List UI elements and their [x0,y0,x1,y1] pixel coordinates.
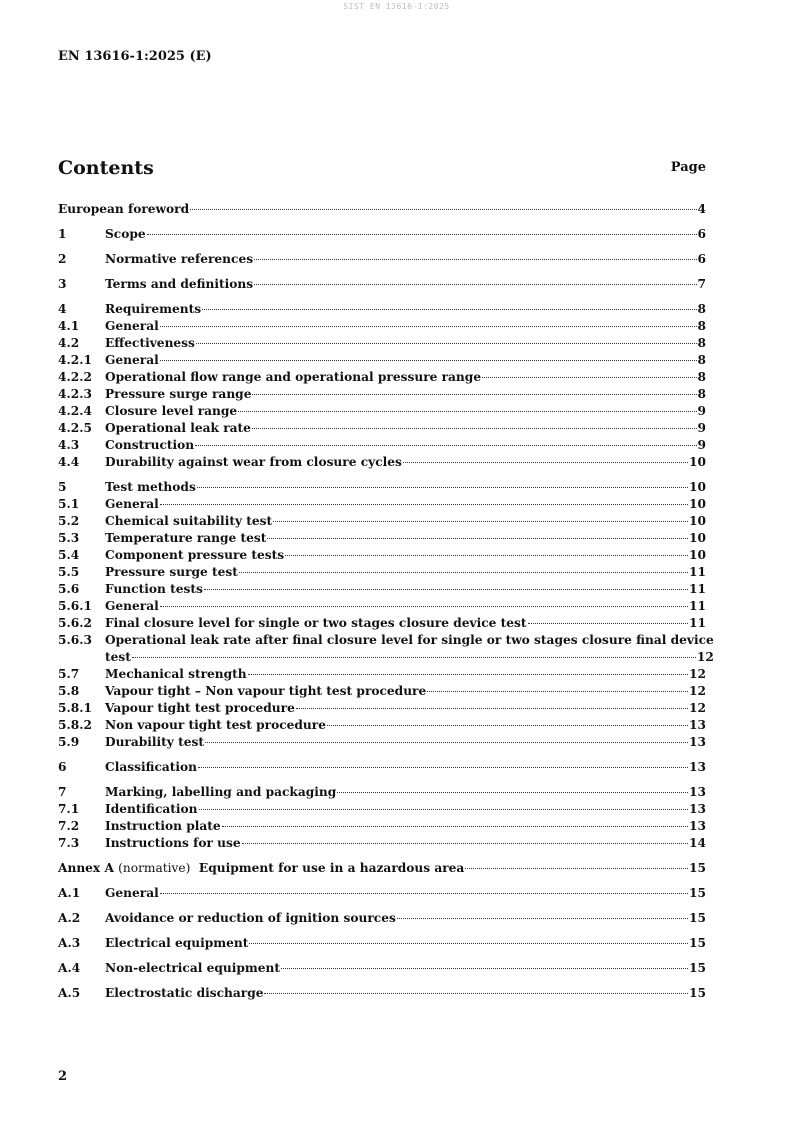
toc-entry-page: 8 [697,370,706,384]
toc-entry-title: Terms and definitions [105,277,254,291]
toc-entry-title: Equipment for use in a hazardous area [198,861,465,875]
toc-entry[interactable] [58,818,706,835]
toc-entry-title: Operational leak rate after final closure level for single or two stages closure final device [105,633,714,647]
dot-leader [204,589,688,590]
toc-entry-number: 4.2.5 [58,421,92,435]
dot-leader [285,555,688,556]
toc-entry-page: 15 [689,886,706,900]
toc-entry[interactable] [58,632,714,666]
dot-leader [465,868,688,869]
toc-entry-number: 7 [58,785,67,799]
dot-leader [296,708,688,709]
toc-entry-number: 4.2 [58,336,80,350]
dot-leader [190,209,696,210]
toc-entry-number: A.4 [58,961,81,975]
toc-entry-title: General [105,319,159,333]
toc-entry-title: Requirements [105,302,202,316]
toc-entry-title: Chemical suitability test [105,514,273,528]
toc-entry[interactable] [58,496,706,513]
dot-leader [205,742,688,743]
toc-entry[interactable] [58,513,706,530]
toc-entry-number: A.2 [58,911,81,925]
toc-entry-page: 8 [697,319,706,333]
table-of-contents [58,201,714,1002]
toc-entry-page: 9 [697,438,706,452]
toc-entry[interactable] [58,615,706,632]
annex-type: (normative) [118,861,191,875]
dot-leader [528,623,689,624]
dot-leader [160,606,688,607]
toc-entry-title: Instruction plate [105,819,221,833]
toc-entry-number: 4.1 [58,319,80,333]
toc-entry-title: Electrostatic discharge [105,986,264,1000]
toc-entry[interactable] [58,734,706,751]
toc-entry-title: Durability against wear from closure cycles [105,455,402,469]
toc-entry[interactable] [58,437,706,454]
toc-entry-page: 11 [689,616,706,630]
toc-entry-number: 1 [58,227,67,241]
toc-entry-page: 12 [689,701,706,715]
toc-entry-title: Pressure surge test [105,565,238,579]
dot-leader [264,993,688,994]
dot-leader [273,521,688,522]
toc-entry-page: 8 [697,336,706,350]
toc-entry[interactable] [58,403,706,420]
dot-leader [222,826,688,827]
dot-leader [160,326,697,327]
dot-leader [267,538,688,539]
toc-entry-title: General [105,497,159,511]
dot-leader [147,234,697,235]
toc-entry-number: 4.2.1 [58,353,92,367]
toc-entry-title: Effectiveness [105,336,195,350]
toc-entry-page: 8 [697,353,706,367]
dot-leader [403,462,688,463]
toc-entry-title: General [105,886,159,900]
toc-entry-number: 5.8.2 [58,718,92,732]
dot-leader [254,284,696,285]
toc-entry[interactable] [58,352,706,369]
toc-entry-title: General [105,353,159,367]
toc-entry[interactable] [58,598,706,615]
toc-entry[interactable] [58,581,706,598]
toc-entry-title: Operational flow range and operational pressure range [105,370,482,384]
toc-entry-number: 5.6.1 [58,599,92,613]
dot-leader [337,792,688,793]
toc-entry[interactable] [58,479,706,496]
toc-entry[interactable] [58,276,706,293]
toc-entry[interactable] [58,801,706,818]
toc-entry[interactable] [58,860,706,877]
dot-leader [196,343,697,344]
toc-entry-title: Temperature range test [105,531,267,545]
toc-entry-number: 7.2 [58,819,80,833]
dot-leader [252,394,696,395]
toc-entry[interactable] [58,717,706,734]
contents-heading: Contents [58,157,154,179]
toc-entry-page: 10 [689,531,706,545]
toc-entry-number: 4.3 [58,438,80,452]
toc-entry[interactable] [58,784,706,801]
toc-entry-number: 4.2.4 [58,404,92,418]
toc-entry[interactable] [58,201,706,218]
annex-label: Annex A [58,861,114,875]
dot-leader [248,674,688,675]
toc-entry-title: Vapour tight test procedure [105,701,295,715]
dot-leader [281,968,688,969]
toc-entry-page: 11 [689,599,706,613]
toc-entry-title: Instructions for use [105,836,241,850]
toc-entry-number: 5.6.2 [58,616,92,630]
toc-entry-page: 6 [697,227,706,241]
toc-entry-page: 13 [689,735,706,749]
dot-leader [242,843,688,844]
toc-entry-number: 4.4 [58,455,80,469]
toc-entry[interactable] [58,759,706,776]
toc-entry-number: 7.1 [58,802,80,816]
dot-leader [238,411,696,412]
toc-entry-page: 10 [689,548,706,562]
toc-entry-number: A.1 [58,886,81,900]
dot-leader [254,259,696,260]
toc-entry[interactable] [58,251,706,268]
toc-entry-number: 5.2 [58,514,80,528]
toc-entry-title: Closure level range [105,404,238,418]
toc-entry-page: 6 [697,252,706,266]
toc-entry[interactable] [58,700,706,717]
toc-entry-page: 14 [689,836,706,850]
toc-entry-title: Avoidance or reduction of ignition sources [105,911,396,925]
toc-entry[interactable] [58,835,706,852]
toc-entry-title: Electrical equipment [105,936,249,950]
toc-entry-number: 5.6.3 [58,633,92,647]
dot-leader [252,428,697,429]
toc-entry-page: 7 [697,277,706,291]
toc-entry-number: 5.8 [58,684,80,698]
toc-entry[interactable] [58,301,706,318]
toc-entry[interactable] [58,335,706,352]
toc-entry-page: 9 [697,404,706,418]
toc-entry[interactable] [58,885,706,902]
watermark: SIST EN 13616-1:2025 [343,2,450,11]
toc-entry-page: 13 [689,718,706,732]
toc-entry[interactable] [58,369,706,386]
toc-entry-page: 11 [689,565,706,579]
toc-entry-title: General [105,599,159,613]
dot-leader [397,918,688,919]
toc-entry-number: 4.2.3 [58,387,92,401]
toc-entry-number: 6 [58,760,67,774]
toc-entry-page: 12 [689,667,706,681]
toc-entry-page: 12 [696,650,714,664]
toc-entry-title: Component pressure tests [105,548,285,562]
page-column-label: Page [670,160,706,175]
toc-entry-title: Marking, labelling and packaging [105,785,337,799]
toc-entry-title-continued: test [105,650,131,664]
toc-entry-title: Normative references [105,252,254,266]
toc-entry[interactable] [58,547,706,564]
toc-entry-page: 9 [697,421,706,435]
dot-leader [482,377,696,378]
toc-entry-title: Test methods [105,480,196,494]
toc-entry-page: 8 [697,302,706,316]
toc-entry-page: 15 [689,961,706,975]
toc-entry[interactable] [58,226,706,243]
toc-entry-page: 15 [689,936,706,950]
toc-entry-page: 10 [689,455,706,469]
toc-entry[interactable] [58,420,706,437]
toc-entry[interactable] [58,564,706,581]
toc-entry-title: Non-electrical equipment [105,961,281,975]
toc-entry-number: 5.4 [58,548,80,562]
toc-entry-title: Mechanical strength [105,667,247,681]
toc-entry[interactable] [58,935,706,952]
toc-entry-title: Durability test [105,735,204,749]
toc-entry-page: 4 [697,202,706,216]
toc-entry-page: 13 [689,802,706,816]
toc-entry[interactable] [58,386,706,403]
toc-entry-title: Non vapour tight test procedure [105,718,326,732]
toc-entry-title: Construction [105,438,195,452]
dot-leader [160,360,697,361]
dot-leader [239,572,688,573]
toc-entry-page: 15 [689,986,706,1000]
toc-entry-page: 11 [689,582,706,596]
toc-entry-number: 5.7 [58,667,80,681]
toc-entry-number: 7.3 [58,836,80,850]
toc-entry-number: 5.3 [58,531,80,545]
dot-leader [132,657,696,658]
document-id: EN 13616-1:2025 (E) [58,49,212,64]
toc-entry-page: 13 [689,785,706,799]
toc-entry-number: 4 [58,302,67,316]
toc-entry-page: 10 [689,514,706,528]
toc-entry[interactable] [58,530,706,547]
toc-entry-title: Vapour tight – Non vapour tight test procedure [105,684,427,698]
toc-entry-page: 8 [697,387,706,401]
dot-leader [202,309,696,310]
toc-entry-number: 5.1 [58,497,80,511]
toc-entry[interactable] [58,454,706,471]
toc-entry-page: 12 [689,684,706,698]
toc-entry-title: Final closure level for single or two stages closure device test [105,616,527,630]
toc-entry[interactable] [58,318,706,335]
toc-entry-title: Classification [105,760,198,774]
toc-entry-title: Pressure surge range [105,387,252,401]
toc-entry-number: 3 [58,277,67,291]
dot-leader [327,725,688,726]
toc-entry-title: Scope [105,227,146,241]
toc-entry[interactable] [58,683,706,700]
toc-entry-page: 10 [689,480,706,494]
toc-entry-number: 4.2.2 [58,370,92,384]
dot-leader [197,487,688,488]
dot-leader [160,893,688,894]
dot-leader [199,809,689,810]
toc-entry-number: A.5 [58,986,81,1000]
toc-entry-title: Function tests [105,582,203,596]
toc-entry-page: 10 [689,497,706,511]
toc-entry-number: 5.5 [58,565,80,579]
dot-leader [195,445,696,446]
toc-entry-number: A.3 [58,936,81,950]
dot-leader [427,691,688,692]
toc-entry-number: 2 [58,252,67,266]
toc-entry[interactable] [58,985,706,1002]
page-number: 2 [58,1069,68,1084]
toc-entry-title: Operational leak rate [105,421,251,435]
toc-entry-page: 13 [689,819,706,833]
toc-entry-number: 5 [58,480,67,494]
toc-entry-page: 15 [689,861,706,875]
dot-leader [249,943,688,944]
toc-entry-number: 5.6 [58,582,80,596]
toc-entry-page: 15 [689,911,706,925]
toc-entry-title: European foreword [58,202,190,216]
toc-entry[interactable] [58,910,706,927]
toc-entry-number: 5.8.1 [58,701,92,715]
dot-leader [160,504,688,505]
dot-leader [198,767,688,768]
toc-entry-page: 13 [689,760,706,774]
toc-entry-title: Identification [105,802,198,816]
toc-entry[interactable] [58,960,706,977]
toc-entry-number: 5.9 [58,735,80,749]
toc-entry[interactable] [58,666,706,683]
